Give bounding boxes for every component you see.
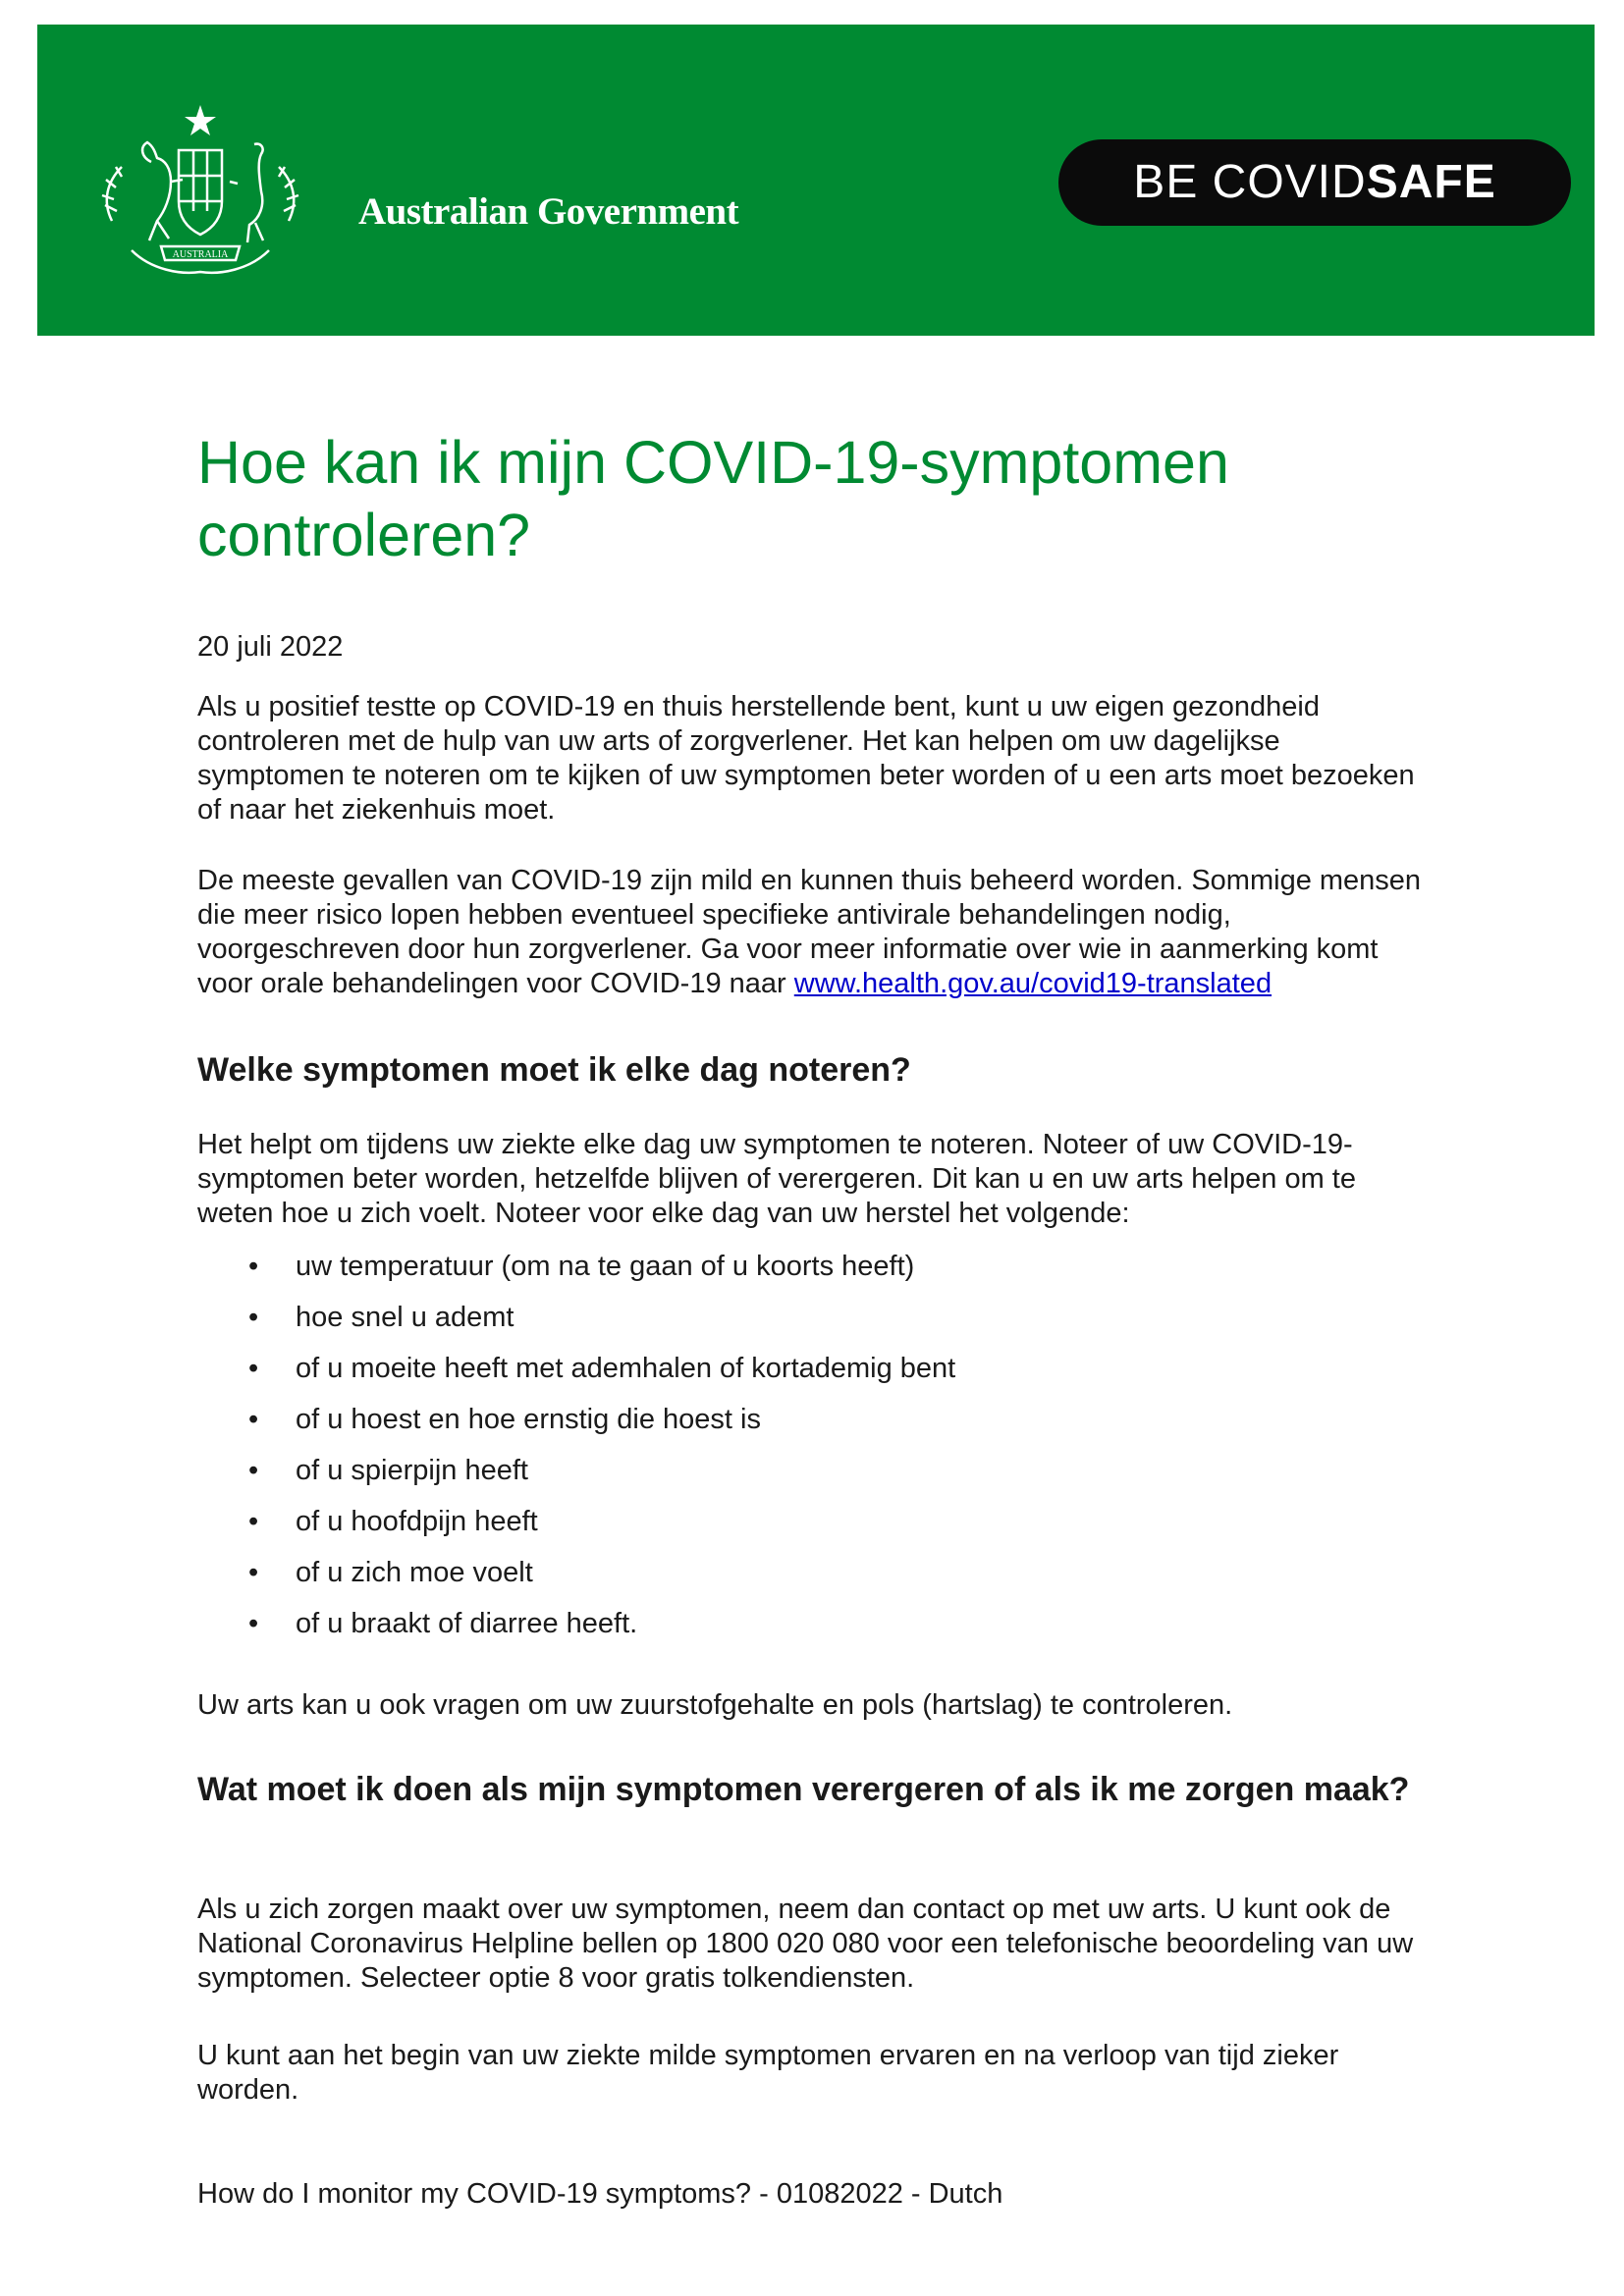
bullet: • xyxy=(248,1506,259,1537)
bullet: • xyxy=(248,1557,259,1588)
health-link[interactable]: www.health.gov.au/covid19-translated xyxy=(793,968,1272,999)
bullet: • xyxy=(248,1455,259,1486)
campaign-light: BE COVID xyxy=(1133,156,1367,208)
list-item: • of u zich moe voelt xyxy=(248,1557,533,1588)
crest-label: AUSTRALIA xyxy=(172,249,229,260)
bullet: • xyxy=(248,1302,259,1333)
intro-paragraph: Als u positief testte op COVID-19 en thuis herstellende bent, kunt u uw eigen gezondheid controleren met de hulp van uw arts of zorgverlener. Het kan helpen om uw dagelijkse symptomen te noteren om te kijken of uw symptomen beter worden of u een arts moet bezoeken of naar het ziekenhuis moet. xyxy=(197,691,1415,826)
treatment-text: De meeste gevallen van COVID-19 zijn mild en kunnen thuis beheerd worden. Sommige mensen die meer risico lopen hebben eventueel specifieke antivirale behandelingen nodig, voorgeschreven door hun zorgverlener. Ga voor meer informatie over wie in aanmerking komt voor orale behandelingen voor COVID-19 naar xyxy=(197,865,1422,999)
helpline-paragraph: Als u zich zorgen maakt over uw symptomen, neem dan contact op met uw arts. U kunt ook de National Coronavirus Helpline bellen op 1800 020 080 voor een telefonische beoordeling van uw symptomen. Selecteer optie 8 voor gratis tolkendiensten. xyxy=(197,1894,1414,1994)
list-item: • of u hoest en hoe ernstig die hoest is xyxy=(248,1404,761,1435)
page-title: Hoe kan ik mijn COVID-19-symptomen controleren? xyxy=(197,429,1229,568)
symptoms-intro: Het helpt om tijdens uw ziekte elke dag uw symptomen te noteren. Noteer of uw COVID-19-symptomen beter worden, hetzelfde blijven of verergeren. Dit kan u en uw arts helpen om te weten hoe u zich voelt. Noteer voor elke dag van uw herstel het volgende: xyxy=(197,1129,1356,1229)
coat-of-arms-icon xyxy=(92,103,308,290)
list-item: • of u braakt of diarree heeft. xyxy=(248,1608,638,1639)
list-item: • of u spierpijn heeft xyxy=(248,1455,528,1486)
list-item: • of u hoofdpijn heeft xyxy=(248,1506,538,1537)
publish-date: 20 juli 2022 xyxy=(197,631,344,663)
list-item: • hoe snel u ademt xyxy=(248,1302,514,1333)
government-name: Australian Government xyxy=(358,190,739,233)
section-heading-symptoms: Welke symptomen moet ik elke dag noteren? xyxy=(197,1051,911,1089)
symptoms-list xyxy=(197,1250,1435,1658)
treatment-paragraph xyxy=(197,864,1435,1001)
list-item: • uw temperatuur (om na te gaan of u koorts heeft) xyxy=(248,1251,915,1282)
section-heading-worsening: Wat moet ik doen als mijn symptomen verergeren of als ik me zorgen maak? xyxy=(197,1771,1410,1808)
document-footer: How do I monitor my COVID-19 symptoms? - 01082022 - Dutch xyxy=(197,2178,1003,2210)
bullet: • xyxy=(248,1608,259,1639)
page-title-block xyxy=(197,426,1435,571)
bullet: • xyxy=(248,1251,259,1282)
header-banner xyxy=(37,25,1595,336)
be-covidsafe-badge xyxy=(1058,139,1571,226)
bullet: • xyxy=(248,1353,259,1384)
progression-paragraph: U kunt aan het begin van uw ziekte milde symptomen ervaren en na verloop van tijd zieker worden. xyxy=(197,2040,1339,2106)
symptoms-outro: Uw arts kan u ook vragen om uw zuurstofgehalte en pols (hartslag) te controleren. xyxy=(197,1689,1233,1721)
campaign-bold: SAFE xyxy=(1366,156,1496,208)
bullet: • xyxy=(248,1404,259,1435)
list-item: • of u moeite heeft met ademhalen of kortademig bent xyxy=(248,1353,956,1384)
